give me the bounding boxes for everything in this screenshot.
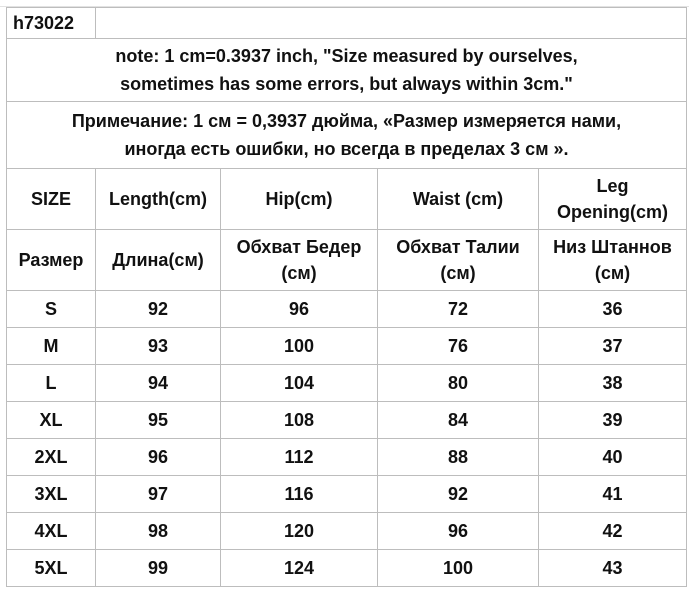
table-row	[7, 550, 687, 587]
table-row	[7, 439, 687, 476]
cell-length: 99	[96, 550, 221, 587]
cell-leg-opening: 40	[539, 439, 687, 476]
header-ru-waist	[378, 230, 539, 291]
cell-hip: 120	[221, 513, 378, 550]
cell-waist: 72	[378, 291, 539, 328]
cell-size: 3XL	[7, 476, 96, 513]
cell-size: 2XL	[7, 439, 96, 476]
header-ru-waist-line-2: (см)	[440, 263, 476, 283]
header-ru-row	[7, 230, 687, 291]
cell-hip: 96	[221, 291, 378, 328]
cell-size: S	[7, 291, 96, 328]
header-ru-hip-line-2: (см)	[281, 263, 317, 283]
table-row	[7, 365, 687, 402]
cell-leg-opening: 43	[539, 550, 687, 587]
cell-size: 5XL	[7, 550, 96, 587]
header-ru-length: Длина(см)	[96, 230, 221, 291]
cell-waist: 92	[378, 476, 539, 513]
header-leg-opening	[539, 169, 687, 230]
header-ru-waist-line-1: Обхват Талии	[396, 237, 520, 257]
spreadsheet-edge	[0, 0, 689, 7]
header-size: SIZE	[7, 169, 96, 230]
cell-size: L	[7, 365, 96, 402]
header-length: Length(cm)	[96, 169, 221, 230]
cell-length: 97	[96, 476, 221, 513]
cell-hip: 116	[221, 476, 378, 513]
cell-length: 95	[96, 402, 221, 439]
cell-waist: 80	[378, 365, 539, 402]
header-leg-opening-line-1: Leg	[596, 176, 629, 196]
product-code: h73022	[7, 8, 96, 39]
cell-length: 96	[96, 439, 221, 476]
cell-leg-opening: 41	[539, 476, 687, 513]
cell-length: 92	[96, 291, 221, 328]
cell-waist: 96	[378, 513, 539, 550]
cell-leg-opening: 38	[539, 365, 687, 402]
table-row	[7, 291, 687, 328]
header-leg-opening-line-2: Opening(cm)	[557, 202, 668, 222]
header-hip: Hip(cm)	[221, 169, 378, 230]
cell-waist: 88	[378, 439, 539, 476]
cell-waist: 100	[378, 550, 539, 587]
table-row	[7, 328, 687, 365]
note-ru-line-2: иногда есть ошибки, но всегда в пределах 3 см ».	[124, 139, 569, 159]
cell-waist: 76	[378, 328, 539, 365]
cell-waist: 84	[378, 402, 539, 439]
cell-size: M	[7, 328, 96, 365]
note-en-line-2: sometimes has some errors, but always within 3cm."	[120, 74, 573, 94]
header-en-row	[7, 169, 687, 230]
cell-size: XL	[7, 402, 96, 439]
header-ru-leg-opening	[539, 230, 687, 291]
cell-hip: 100	[221, 328, 378, 365]
header-ru-leg-line-1: Низ Штаннов	[553, 237, 672, 257]
cell-hip: 108	[221, 402, 378, 439]
table-row	[7, 402, 687, 439]
cell-leg-opening: 36	[539, 291, 687, 328]
header-ru-hip	[221, 230, 378, 291]
cell-hip: 112	[221, 439, 378, 476]
table-row	[7, 513, 687, 550]
cell-leg-opening: 39	[539, 402, 687, 439]
note-ru-line-1: Примечание: 1 см = 0,3937 дюйма, «Размер измеряется нами,	[71, 111, 622, 131]
header-waist: Waist (cm)	[378, 169, 539, 230]
size-chart-table	[6, 7, 687, 587]
cell-length: 98	[96, 513, 221, 550]
table-row	[7, 476, 687, 513]
cell-size: 4XL	[7, 513, 96, 550]
cell-hip: 104	[221, 365, 378, 402]
cell-leg-opening: 42	[539, 513, 687, 550]
cell-hip: 124	[221, 550, 378, 587]
note-russian	[7, 102, 687, 169]
cell-leg-opening: 37	[539, 328, 687, 365]
header-ru-leg-line-2: (см)	[594, 263, 631, 283]
note-english	[7, 39, 687, 102]
cell-length: 94	[96, 365, 221, 402]
header-ru-hip-line-1: Обхват Бедер	[236, 237, 362, 257]
note-ru-row	[7, 102, 687, 169]
note-en-row	[7, 39, 687, 102]
cell-length: 93	[96, 328, 221, 365]
header-ru-size: Размер	[7, 230, 96, 291]
note-en-line-1: note: 1 cm=0.3937 inch, "Size measured by ourselves,	[115, 46, 578, 66]
code-row	[7, 8, 687, 39]
empty-cell	[96, 8, 687, 39]
